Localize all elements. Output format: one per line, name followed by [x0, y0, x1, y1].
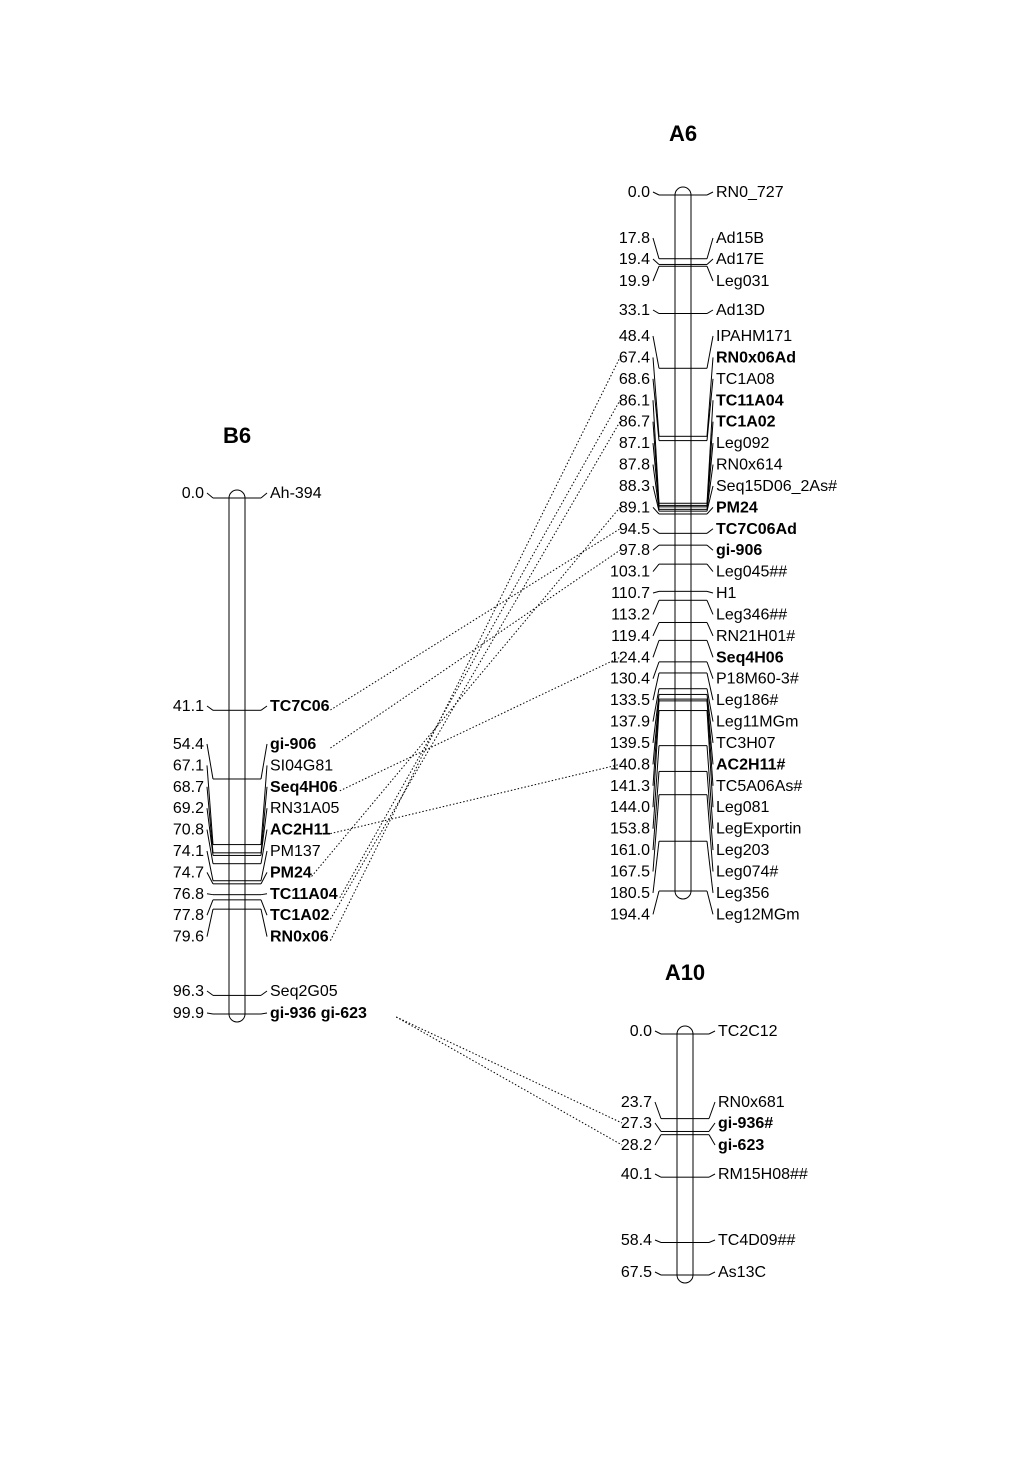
marker-name: Seq4H06 [270, 778, 338, 796]
marker-position: 113.2 [611, 606, 650, 624]
marker-position: 77.8 [172, 907, 204, 925]
marker-leader-left [207, 894, 213, 895]
marker-position: 0.0 [629, 1023, 652, 1040]
marker-name: PM137 [270, 843, 321, 860]
marker-position: 40.1 [620, 1166, 652, 1183]
marker-position: 96.3 [172, 983, 204, 1000]
marker-name: H1 [716, 585, 737, 603]
marker-position: 41.1 [172, 698, 204, 715]
marker-leader-left [655, 1240, 661, 1243]
marker-name: Leg346## [716, 606, 788, 624]
marker-position: 67.5 [620, 1264, 652, 1281]
marker-name: TC1A02 [270, 907, 330, 925]
marker-position: 28.2 [620, 1137, 652, 1154]
marker-position: 194.4 [609, 906, 650, 924]
marker-name: TC7C06 [270, 698, 330, 715]
marker-name: Seq2G05 [270, 983, 338, 1000]
marker-name: PM24 [716, 499, 758, 517]
marker-position: 69.2 [172, 800, 204, 818]
homology-link [330, 357, 620, 940]
marker-name: Leg031 [716, 273, 770, 290]
homology-links [312, 357, 622, 1145]
homology-link [312, 507, 620, 876]
marker-position: 119.4 [611, 627, 650, 645]
marker-leader-left [653, 640, 659, 657]
marker-position: 139.5 [609, 734, 650, 752]
marker-leader-left [653, 564, 659, 571]
marker-position: 68.6 [618, 370, 650, 388]
marker-position: 58.4 [620, 1232, 652, 1249]
marker-name: Leg203 [716, 842, 770, 860]
marker-position: 74.7 [172, 864, 204, 882]
marker-leader-left [653, 545, 659, 550]
marker-name: Leg12MGm [716, 906, 800, 924]
marker-leader-right [707, 310, 713, 314]
homology-link [330, 529, 620, 710]
marker-leader-right [707, 891, 713, 914]
marker-leader-left [655, 1135, 661, 1145]
marker-name: Leg11MGm [716, 713, 799, 731]
marker-name: gi-623 [718, 1137, 765, 1154]
marker-leader-right [707, 564, 713, 571]
marker-leader-left [655, 1272, 661, 1275]
marker-position: 153.8 [609, 820, 650, 838]
marker-position: 97.8 [618, 542, 650, 560]
marker-leader-right [709, 1174, 715, 1177]
marker-leader-right [707, 622, 713, 635]
marker-name: TC11A04 [270, 885, 338, 903]
marker-name: AC2H11 [270, 821, 331, 839]
marker-name: Seq15D06_2As# [716, 477, 837, 495]
marker-leader-left [653, 310, 659, 314]
marker-name: As13C [718, 1264, 767, 1281]
linkage-group-title: B6 [222, 423, 252, 448]
marker-leader-left [655, 1123, 661, 1131]
marker-name: LegExportin [716, 820, 802, 838]
marker-position: 70.8 [172, 821, 204, 839]
marker-position: 130.4 [609, 670, 650, 688]
marker-position: 103.1 [609, 563, 650, 581]
marker-position: 86.7 [618, 413, 650, 431]
marker-position: 110.7 [611, 585, 650, 603]
marker-position: 17.8 [618, 230, 650, 247]
linkage-group-a6 [610, 121, 837, 923]
marker-leader-right [261, 991, 267, 995]
marker-name: Leg092 [716, 435, 770, 453]
marker-position: 67.1 [172, 757, 204, 775]
marker-position: 48.4 [618, 328, 650, 345]
marker-leader-left [655, 1102, 661, 1119]
marker-position: 133.5 [609, 692, 650, 710]
marker-leader-left [207, 991, 213, 995]
marker-leader-right [261, 1013, 267, 1014]
marker-name: gi-906 [270, 736, 317, 753]
marker-name: Leg074# [716, 863, 779, 881]
marker-leader-left [207, 706, 213, 710]
marker-name: AC2H11# [716, 756, 786, 774]
marker-position: 0.0 [627, 184, 650, 201]
marker-name: P18M60-3# [716, 670, 799, 688]
marker-leader-right [261, 706, 267, 710]
homology-link [330, 764, 620, 833]
chromosome-bar [229, 490, 245, 1022]
marker-name: TC1A02 [716, 413, 776, 431]
marker-position: 87.1 [618, 435, 650, 453]
marker-leader-right [709, 1102, 715, 1119]
marker-leader-left [207, 851, 213, 881]
marker-position: 76.8 [172, 885, 204, 903]
marker-leader-right [707, 545, 713, 550]
marker-leader-left [653, 591, 659, 593]
marker-position: 180.5 [609, 884, 650, 902]
marker-name: gi-906 [716, 542, 763, 560]
marker-leader-right [707, 266, 713, 281]
marker-leader-left [653, 529, 659, 534]
marker-name: RM15H08## [718, 1166, 808, 1183]
marker-leader-right [709, 1135, 715, 1145]
marker-leader-left [653, 192, 659, 195]
marker-leader-right [709, 1240, 715, 1243]
linkage-group-b6 [173, 423, 367, 1022]
marker-position: 94.5 [618, 520, 650, 538]
marker-name: TC3H07 [716, 734, 776, 752]
marker-position: 33.1 [618, 302, 650, 319]
marker-name: Leg356 [716, 884, 770, 902]
marker-position: 54.4 [172, 736, 204, 753]
linkage-group-title: A10 [664, 960, 706, 985]
marker-position: 0.0 [181, 485, 204, 502]
marker-leader-right [709, 1031, 715, 1034]
marker-leader-left [653, 259, 659, 264]
marker-position: 23.7 [620, 1094, 652, 1111]
marker-leader-right [261, 787, 267, 853]
marker-position: 86.1 [618, 392, 650, 410]
homology-link [330, 422, 620, 920]
marker-position: 140.8 [609, 756, 650, 774]
marker-leader-left [653, 622, 659, 635]
marker-name: Seq4H06 [716, 649, 784, 667]
marker-name: RN0_727 [716, 184, 784, 201]
marker-name: Leg186# [716, 692, 779, 710]
marker-name: gi-936 gi-623 [270, 1005, 367, 1022]
marker-position: 19.4 [618, 251, 650, 268]
marker-name: gi-936# [718, 1115, 774, 1132]
marker-leader-left [653, 238, 659, 259]
marker-leader-right [707, 192, 713, 195]
marker-position: 67.4 [618, 349, 650, 367]
marker-leader-right [261, 493, 267, 498]
homology-link [330, 550, 620, 748]
homology-link [340, 400, 620, 898]
marker-leader-right [707, 259, 713, 264]
marker-name: RN21H01# [716, 627, 796, 645]
marker-name: RN31A05 [270, 800, 340, 818]
linkage-group-title: A6 [668, 121, 698, 146]
marker-leader-right [707, 357, 713, 436]
marker-name: Ah-394 [270, 485, 322, 502]
marker-position: 88.3 [618, 477, 650, 495]
marker-leader-left [207, 787, 213, 853]
marker-leader-left [653, 891, 659, 914]
marker-position: 74.1 [172, 843, 204, 860]
marker-name: TC4D09## [718, 1232, 796, 1249]
chromosome-bar [677, 1026, 693, 1283]
marker-position: 124.4 [609, 649, 650, 667]
marker-leader-left [653, 701, 659, 786]
marker-leader-right [709, 1272, 715, 1275]
marker-leader-right [707, 600, 713, 614]
marker-leader-right [707, 529, 713, 534]
marker-name: PM24 [270, 864, 312, 882]
marker-position: 19.9 [618, 273, 650, 290]
homology-link [396, 1017, 622, 1145]
marker-name: Ad15B [716, 230, 765, 247]
marker-leader-right [707, 591, 713, 593]
marker-leader-left [207, 493, 213, 498]
linkage-groups [173, 121, 837, 1283]
marker-leader-right [261, 851, 267, 881]
marker-position: 27.3 [620, 1115, 652, 1132]
marker-name: TC1A08 [716, 370, 775, 388]
marker-leader-left [207, 1013, 213, 1014]
marker-name: RN0x06Ad [716, 349, 797, 367]
marker-leader-left [653, 600, 659, 614]
marker-name: RN0x06 [270, 928, 329, 946]
marker-name: TC5A06As# [716, 777, 803, 795]
linkage-group-a10 [621, 960, 808, 1283]
marker-leader-right [261, 894, 267, 895]
marker-leader-right [709, 1123, 715, 1131]
marker-leader-right [707, 640, 713, 657]
marker-position: 161.0 [609, 842, 650, 860]
marker-position: 87.8 [618, 456, 650, 474]
marker-position: 68.7 [172, 778, 204, 796]
marker-leader-right [707, 701, 713, 786]
marker-leader-right [707, 238, 713, 259]
marker-name: RN0x681 [718, 1094, 785, 1111]
chromosome-bar [675, 187, 691, 899]
marker-position: 167.5 [609, 863, 650, 881]
marker-leader-left [653, 841, 659, 893]
homology-link [396, 1017, 622, 1123]
marker-name: IPAHM171 [716, 328, 793, 345]
marker-position: 99.9 [172, 1005, 204, 1022]
marker-leader-right [707, 841, 713, 893]
marker-leader-left [655, 1031, 661, 1034]
marker-position: 79.6 [172, 928, 204, 946]
marker-position: 144.0 [609, 799, 650, 817]
marker-name: Ad17E [716, 251, 765, 268]
marker-name: TC11A04 [716, 392, 784, 410]
marker-leader-left [653, 357, 659, 436]
marker-position: 141.3 [609, 777, 650, 795]
marker-position: 137.9 [609, 713, 650, 731]
marker-leader-left [653, 266, 659, 281]
marker-name: Leg045## [716, 563, 788, 581]
marker-leader-left [655, 1174, 661, 1177]
marker-name: RN0x614 [716, 456, 783, 474]
marker-name: Leg081 [716, 799, 770, 817]
marker-name: TC7C06Ad [716, 520, 797, 538]
marker-position: 89.1 [618, 499, 650, 517]
marker-name: Ad13D [716, 302, 765, 319]
marker-name: TC2C12 [718, 1023, 778, 1040]
marker-name: SI04G81 [270, 757, 334, 775]
